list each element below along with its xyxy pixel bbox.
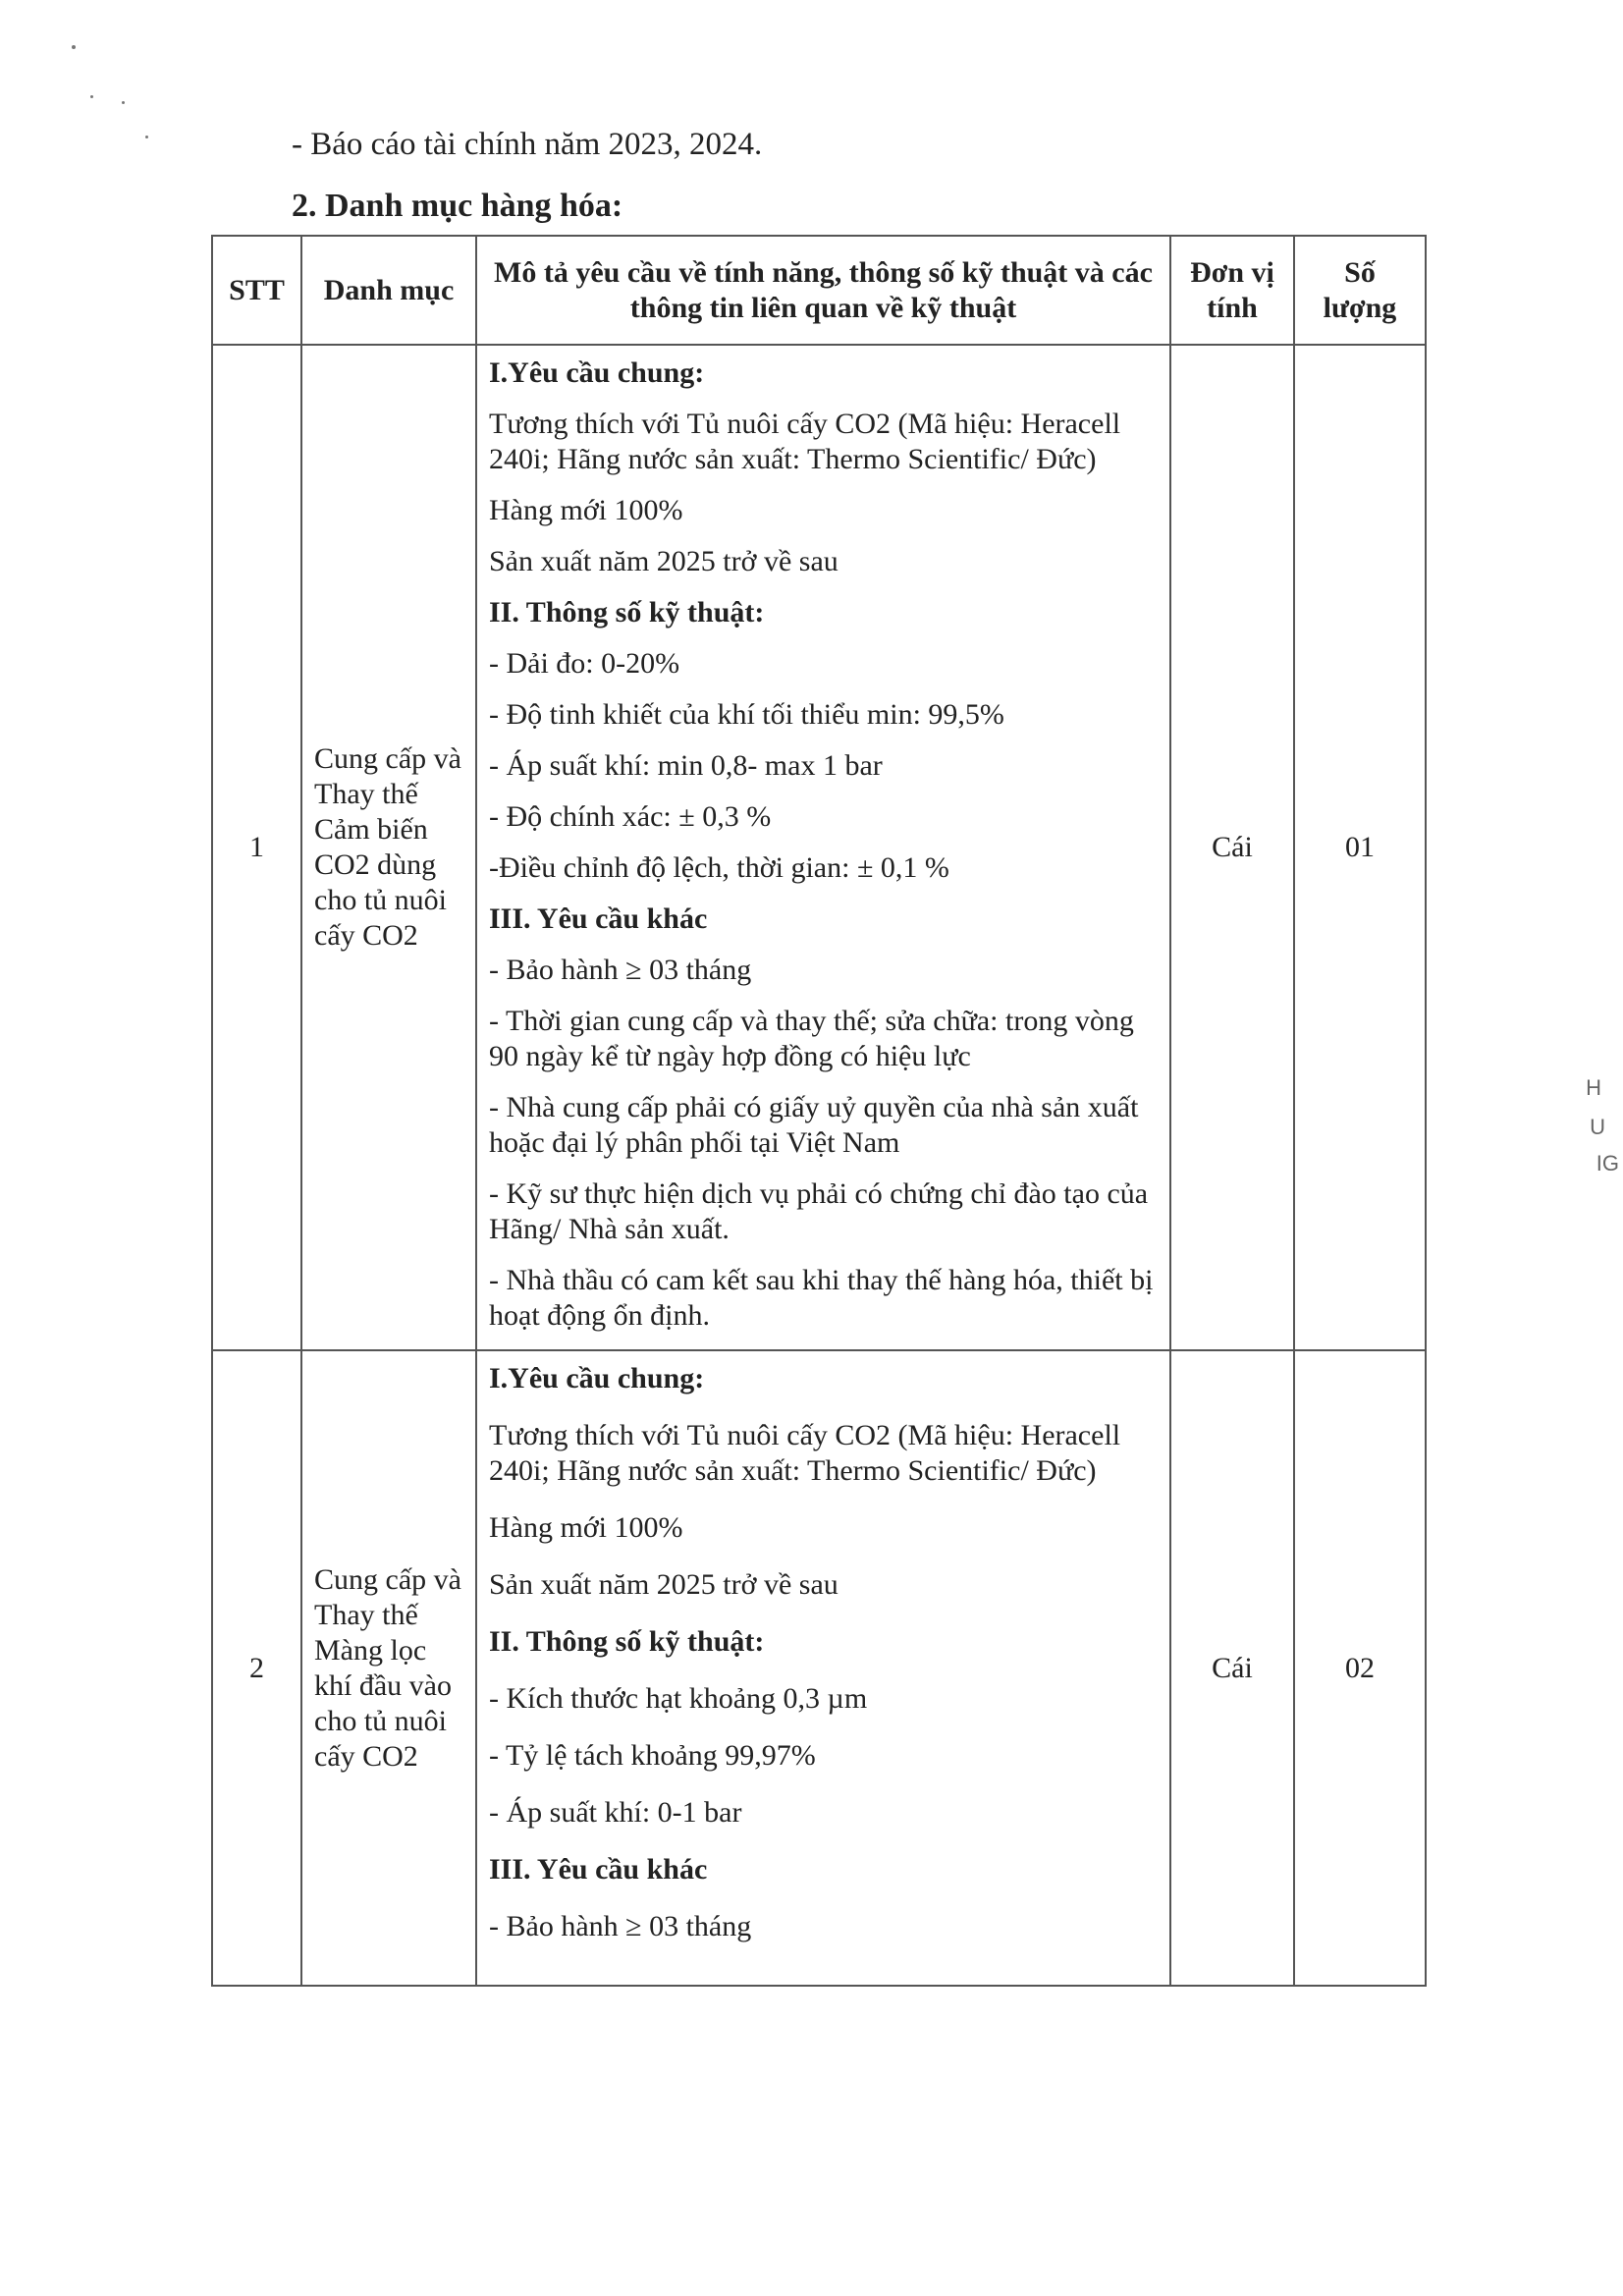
description-line: - Nhà thầu có cam kết sau khi thay thế hàng hóa, thiết bị hoạt động ổn định. bbox=[489, 1264, 1154, 1332]
header-description: Mô tả yêu cầu về tính năng, thông số kỹ thuật và các thông tin liên quan về kỹ thuật bbox=[476, 236, 1170, 345]
scan-speck bbox=[72, 45, 76, 49]
description-line: - Kỹ sư thực hiện dịch vụ phải có chứng chỉ đào tạo của Hãng/ Nhà sản xuất. bbox=[489, 1177, 1149, 1245]
description-line: - Áp suất khí: 0-1 bar bbox=[489, 1796, 742, 1829]
row-description bbox=[476, 1350, 1170, 1986]
section-heading: 2. Danh mục hàng hóa: bbox=[292, 188, 623, 224]
row-quantity: 02 bbox=[1294, 1350, 1426, 1986]
scan-speck bbox=[122, 101, 125, 104]
description-line: -Điều chỉnh độ lệch, thời gian: ± 0,1 % bbox=[489, 851, 949, 884]
header-category: Danh mục bbox=[301, 236, 476, 345]
row-description bbox=[476, 345, 1170, 1350]
row-category: Cung cấp và Thay thế Cảm biến CO2 dùng cho tủ nuôi cấy CO2 bbox=[301, 345, 476, 1350]
edge-mark: H bbox=[1586, 1075, 1601, 1100]
table-row bbox=[212, 1350, 1426, 1986]
table-row bbox=[212, 345, 1426, 1350]
description-line: Hàng mới 100% bbox=[489, 494, 683, 526]
description-line: - Áp suất khí: min 0,8- max 1 bar bbox=[489, 749, 883, 782]
description-line: - Kích thước hạt khoảng 0,3 µm bbox=[489, 1682, 868, 1715]
description-lines bbox=[489, 1351, 1158, 1944]
description-subheading: III. Yêu cầu khác bbox=[489, 902, 708, 935]
description-line: - Thời gian cung cấp và thay thế; sửa chữa: trong vòng 90 ngày kể từ ngày hợp đồng có hiệu lực bbox=[489, 1005, 1134, 1072]
description-line: - Độ chính xác: ± 0,3 % bbox=[489, 800, 772, 833]
description-line: Sản xuất năm 2025 trở về sau bbox=[489, 1568, 839, 1601]
description-line: Tương thích với Tủ nuôi cấy CO2 (Mã hiệu: Heracell 240i; Hãng nước sản xuất: Thermo Scientific/ Đức) bbox=[489, 408, 1121, 475]
description-subheading: I.Yêu cầu chung: bbox=[489, 1362, 705, 1394]
edge-mark: U bbox=[1590, 1115, 1605, 1139]
description-line: - Dải đo: 0-20% bbox=[489, 647, 680, 680]
description-line: - Độ tinh khiết của khí tối thiểu min: 99,5% bbox=[489, 698, 1004, 731]
header-unit: Đơn vị tính bbox=[1170, 236, 1294, 345]
row-unit: Cái bbox=[1170, 1350, 1294, 1986]
description-subheading: II. Thông số kỹ thuật: bbox=[489, 1625, 765, 1658]
scan-speck bbox=[145, 136, 148, 138]
description-lines bbox=[489, 346, 1158, 1334]
row-quantity: 01 bbox=[1294, 345, 1426, 1350]
description-line: Sản xuất năm 2025 trở về sau bbox=[489, 545, 839, 577]
goods-table bbox=[211, 235, 1427, 1987]
row-category: Cung cấp và Thay thế Màng lọc khí đầu vào cho tủ nuôi cấy CO2 bbox=[301, 1350, 476, 1986]
row-unit: Cái bbox=[1170, 345, 1294, 1350]
row-stt: 1 bbox=[212, 345, 301, 1350]
edge-mark: IG bbox=[1596, 1151, 1619, 1175]
description-subheading: III. Yêu cầu khác bbox=[489, 1853, 708, 1886]
description-line: Tương thích với Tủ nuôi cấy CO2 (Mã hiệu: Heracell 240i; Hãng nước sản xuất: Thermo Scientific/ Đức) bbox=[489, 1419, 1121, 1487]
row-stt: 2 bbox=[212, 1350, 301, 1986]
description-line: - Bảo hành ≥ 03 tháng bbox=[489, 1910, 752, 1942]
header-quantity: Số lượng bbox=[1294, 236, 1426, 345]
description-line: - Tỷ lệ tách khoảng 99,97% bbox=[489, 1739, 816, 1772]
description-subheading: I.Yêu cầu chung: bbox=[489, 356, 705, 389]
description-line: - Nhà cung cấp phải có giấy uỷ quyền của nhà sản xuất hoặc đại lý phân phối tại Việt Nam bbox=[489, 1091, 1139, 1159]
table-header-row bbox=[212, 236, 1426, 345]
intro-line: - Báo cáo tài chính năm 2023, 2024. bbox=[292, 127, 763, 162]
header-stt: STT bbox=[212, 236, 301, 345]
description-subheading: II. Thông số kỹ thuật: bbox=[489, 596, 765, 629]
description-line: - Bảo hành ≥ 03 tháng bbox=[489, 954, 752, 986]
description-line: Hàng mới 100% bbox=[489, 1511, 683, 1544]
scan-speck bbox=[90, 95, 93, 98]
